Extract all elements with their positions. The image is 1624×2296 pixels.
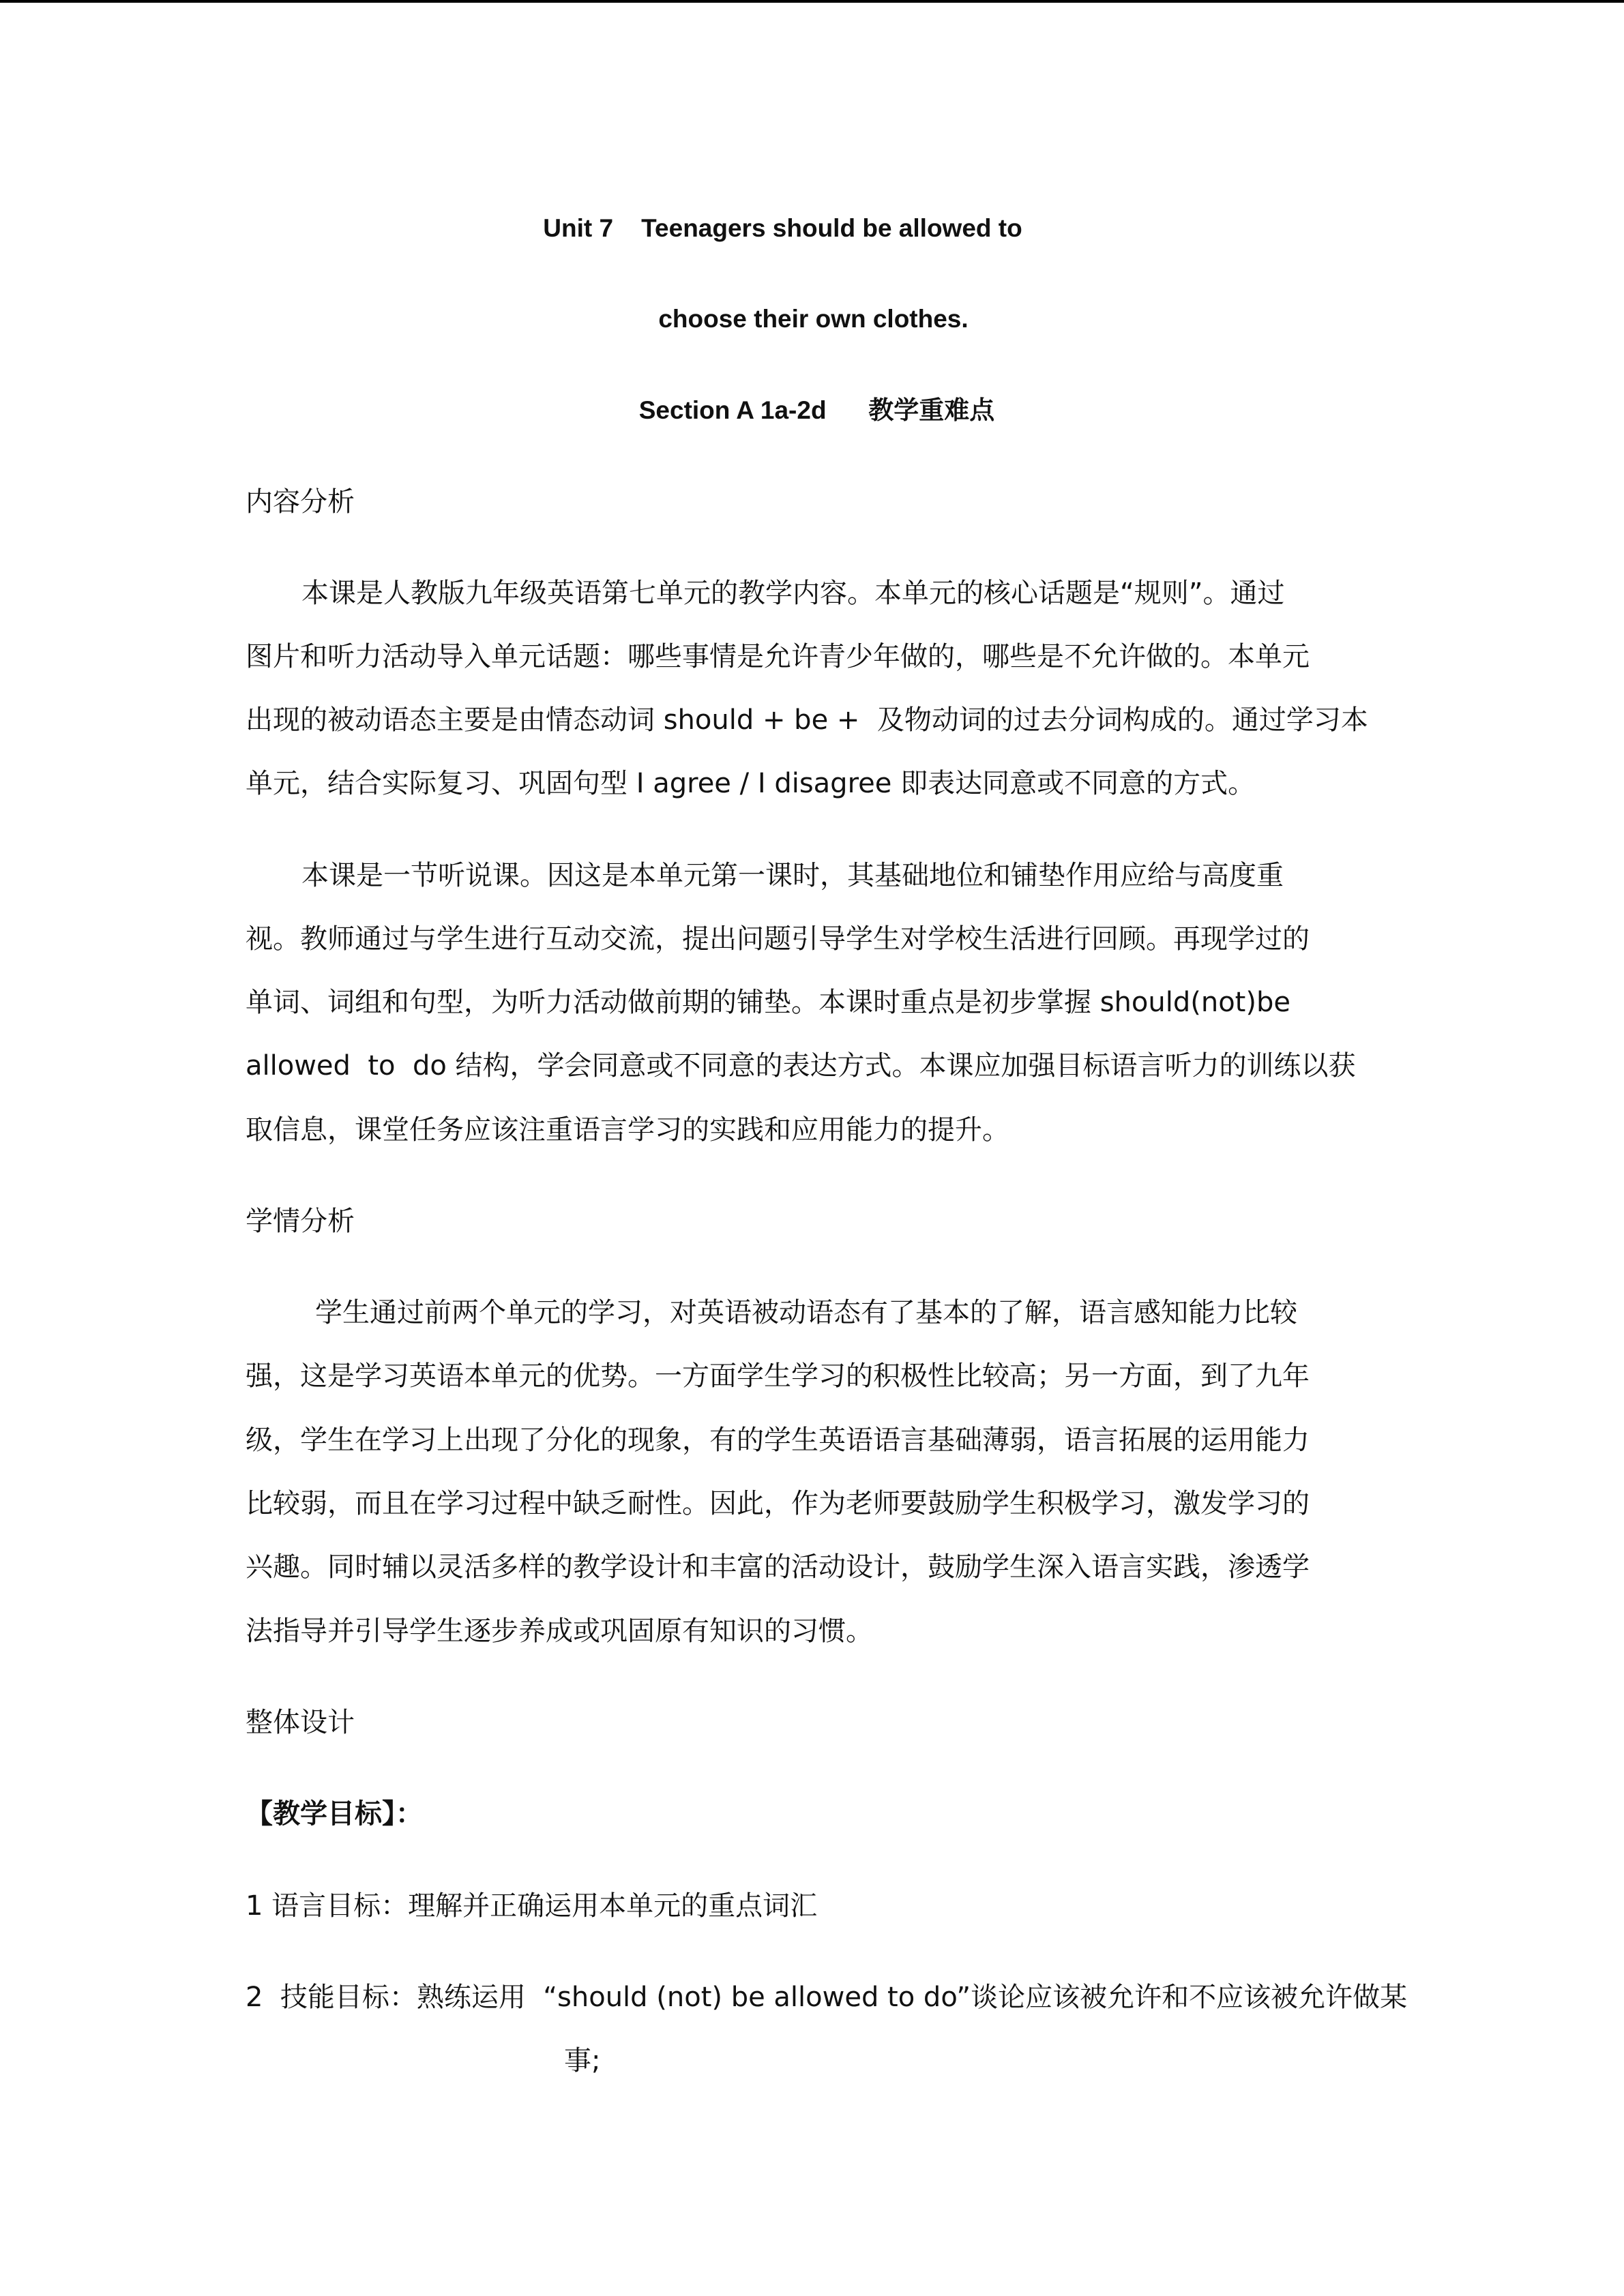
content-para2-line: allowed to do 结构，学会同意或不同意的表达方式。本课应加强目标语言听力的训练以获 [246,1050,1356,1082]
heading-overall-design: 整体设计 [246,1707,355,1738]
teaching-objectives-label: 【教学目标】： [246,1798,423,1830]
objective-language: 1 语言目标：理解并正确运用本单元的重点词汇 [246,1890,818,1922]
student-para-line: 学生通过前两个单元的学习，对英语被动语态有了基本的了解，语言感知能力比较 [315,1297,1297,1328]
content-para2-line: 视。教师通过与学生进行互动交流，提出问题引导学生对学校生活进行回顾。再现学过的 [246,923,1310,955]
content-para2-line: 本课是一节听说课。因这是本单元第一课时，其基础地位和铺垫作用应给与高度重 [301,860,1284,891]
heading-student-analysis: 学情分析 [246,1206,355,1237]
student-para-line: 强，这是学习英语本单元的优势。一方面学生学习的积极性比较高；另一方面，到了九年 [246,1360,1310,1392]
student-para-line: 法指导并引导学生逐步养成或巩固原有知识的习惯。 [246,1615,873,1647]
heading-content-analysis: 内容分析 [246,486,355,518]
page-top-border [0,0,1624,3]
student-para-line: 比较弱，而且在学习过程中缺乏耐性。因此，作为老师要鼓励学生积极学习，激发学习的 [246,1488,1310,1519]
student-para-line: 兴趣。同时辅以灵活多样的教学设计和丰富的活动设计，鼓励学生深入语言实践，渗透学 [246,1551,1310,1583]
student-para-line: 级，学生在学习上出现了分化的现象，有的学生英语语言基础薄弱，语言拓展的运用能力 [246,1425,1310,1456]
content-para1-line: 出现的被动语态主要是由情态动词 should + be + 及物动词的过去分词构成的。通过学习本 [246,704,1368,736]
objective-skill-line-2: 事; [564,2045,601,2076]
content-para1-line: 本课是人教版九年级英语第七单元的教学内容。本单元的核心话题是“规则”。通过 [301,578,1285,609]
objective-skill-line-1: 2 技能目标：熟练运用 “should (not) be allowed to do”谈论应该被允许和不应该被允许做某 [246,1982,1408,2013]
content-para2-line: 单词、词组和句型，为听力活动做前期的铺垫。本课时重点是初步掌握 should(not)be [246,987,1290,1018]
title-line-1: Unit 7 Teenagers should be allowed to [543,214,1022,242]
title-line-3: Section A 1a-2d 教学重难点 [638,396,995,424]
content-para2-line: 取信息，课堂任务应该注重语言学习的实践和应用能力的提升。 [246,1114,1009,1146]
content-para1-line: 图片和听力活动导入单元话题：哪些事情是允许青少年做的，哪些是不允许做的。本单元 [246,641,1310,672]
content-para1-line: 单元，结合实际复习、巩固句型 I agree / I disagree 即表达同意或不同意的方式。 [246,768,1256,799]
title-line-2: choose their own clothes. [658,305,969,333]
